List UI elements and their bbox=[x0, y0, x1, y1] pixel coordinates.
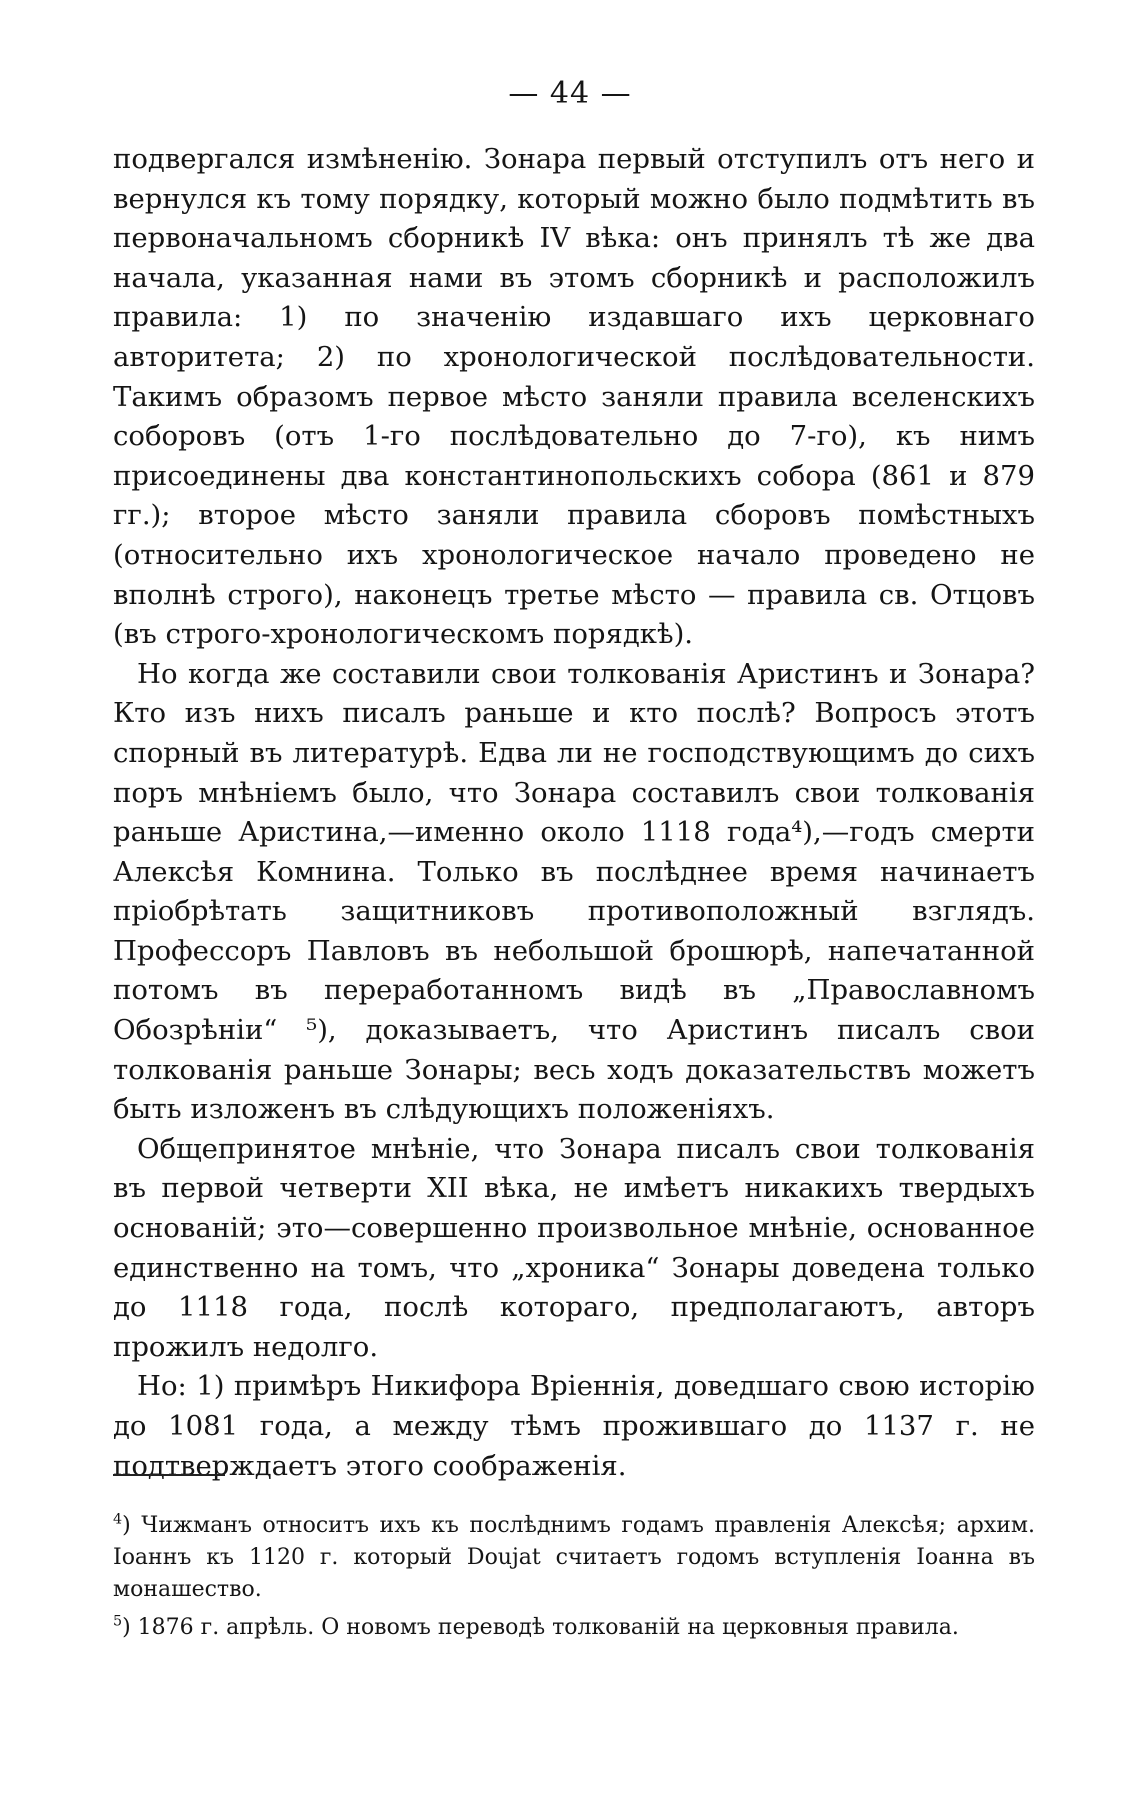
footnote-text: ) 1876 г. апрѣль. О новомъ переводѣ толкованій на церковныя правила. bbox=[122, 1615, 959, 1640]
main-text bbox=[113, 140, 1035, 1486]
paragraph-2: Но когда же составили свои толкованія Аристинъ и Зонара? Кто изъ нихъ писалъ раньше и кто послѣ? Вопросъ этотъ спорный въ литературѣ. Едва ли не господствующимъ до сихъ поръ мнѣніемъ было, что Зонара составилъ свои толкованія раньше Аристина,—именно около 1118 года⁴),—годъ смерти Алексѣя Комнина. Только въ послѣднее время начинаетъ пріобрѣтать защитниковъ противоположный взглядъ. Профессоръ Павловъ въ небольшой брошюрѣ, напечатанной потомъ въ переработанномъ видѣ въ „Православномъ Обозрѣніи“ ⁵), доказываетъ, что Аристинъ писалъ свои толкованія раньше Зонары; весь ходъ доказательствъ можетъ быть изложенъ въ слѣдующихъ положеніяхъ. bbox=[113, 657, 1035, 1126]
page-number: — 44 — bbox=[508, 76, 632, 111]
footnote-text: ) Чижманъ относитъ ихъ къ послѣднимъ годамъ правленія Алексѣя; архим. Іоаннъ къ 1120 г. который Doujat считаетъ годомъ вступленія Іоанна въ монашество. bbox=[113, 1513, 1035, 1602]
footnote-5 bbox=[113, 1612, 1035, 1644]
footnote-4 bbox=[113, 1510, 1035, 1606]
footnote-divider bbox=[113, 1474, 225, 1476]
paragraph-4: Но: 1) примѣръ Никифора Вріеннія, доведшаго свою исторію до 1081 года, а между тѣмъ прожившаго до 1137 г. не подтверждаетъ этого соображенія. bbox=[113, 1370, 1035, 1482]
footnotes bbox=[113, 1510, 1035, 1650]
footnote-mark: 4 bbox=[113, 1511, 123, 1528]
paragraph-1: подвергался измѣненію. Зонара первый отступилъ отъ него и вернулся къ тому порядку, который можно было подмѣтить въ первоначальномъ сборникѣ IV вѣка: онъ принялъ тѣ же два начала, указанная нами въ этомъ сборникѣ и расположилъ правила: 1) по значенію издавшаго ихъ церковнаго авторитета; 2) по хронологической послѣдовательности. Такимъ образомъ первое мѣсто заняли правила вселенскихъ соборовъ (отъ 1-го послѣдовательно до 7-го), къ нимъ присоединены два константинопольскихъ собора (861 и 879 гг.); второе мѣсто заняли правила сборовъ помѣстныхъ (относительно ихъ хронологическое начало проведено не вполнѣ строго), наконецъ третье мѣсто — правила св. Отцовъ (въ строго-хронологическомъ порядкѣ). bbox=[113, 143, 1035, 651]
paragraph-3: Общепринятое мнѣніе, что Зонара писалъ свои толкованія въ первой четверти XII вѣка, не имѣетъ никакихъ твердыхъ основаній; это—совершенно произвольное мнѣніе, основанное единственно на томъ, что „хроника“ Зонары доведена только до 1118 года, послѣ котораго, предполагаютъ, авторъ прожилъ недолго. bbox=[113, 1132, 1035, 1363]
footnote-mark: 5 bbox=[113, 1613, 123, 1630]
